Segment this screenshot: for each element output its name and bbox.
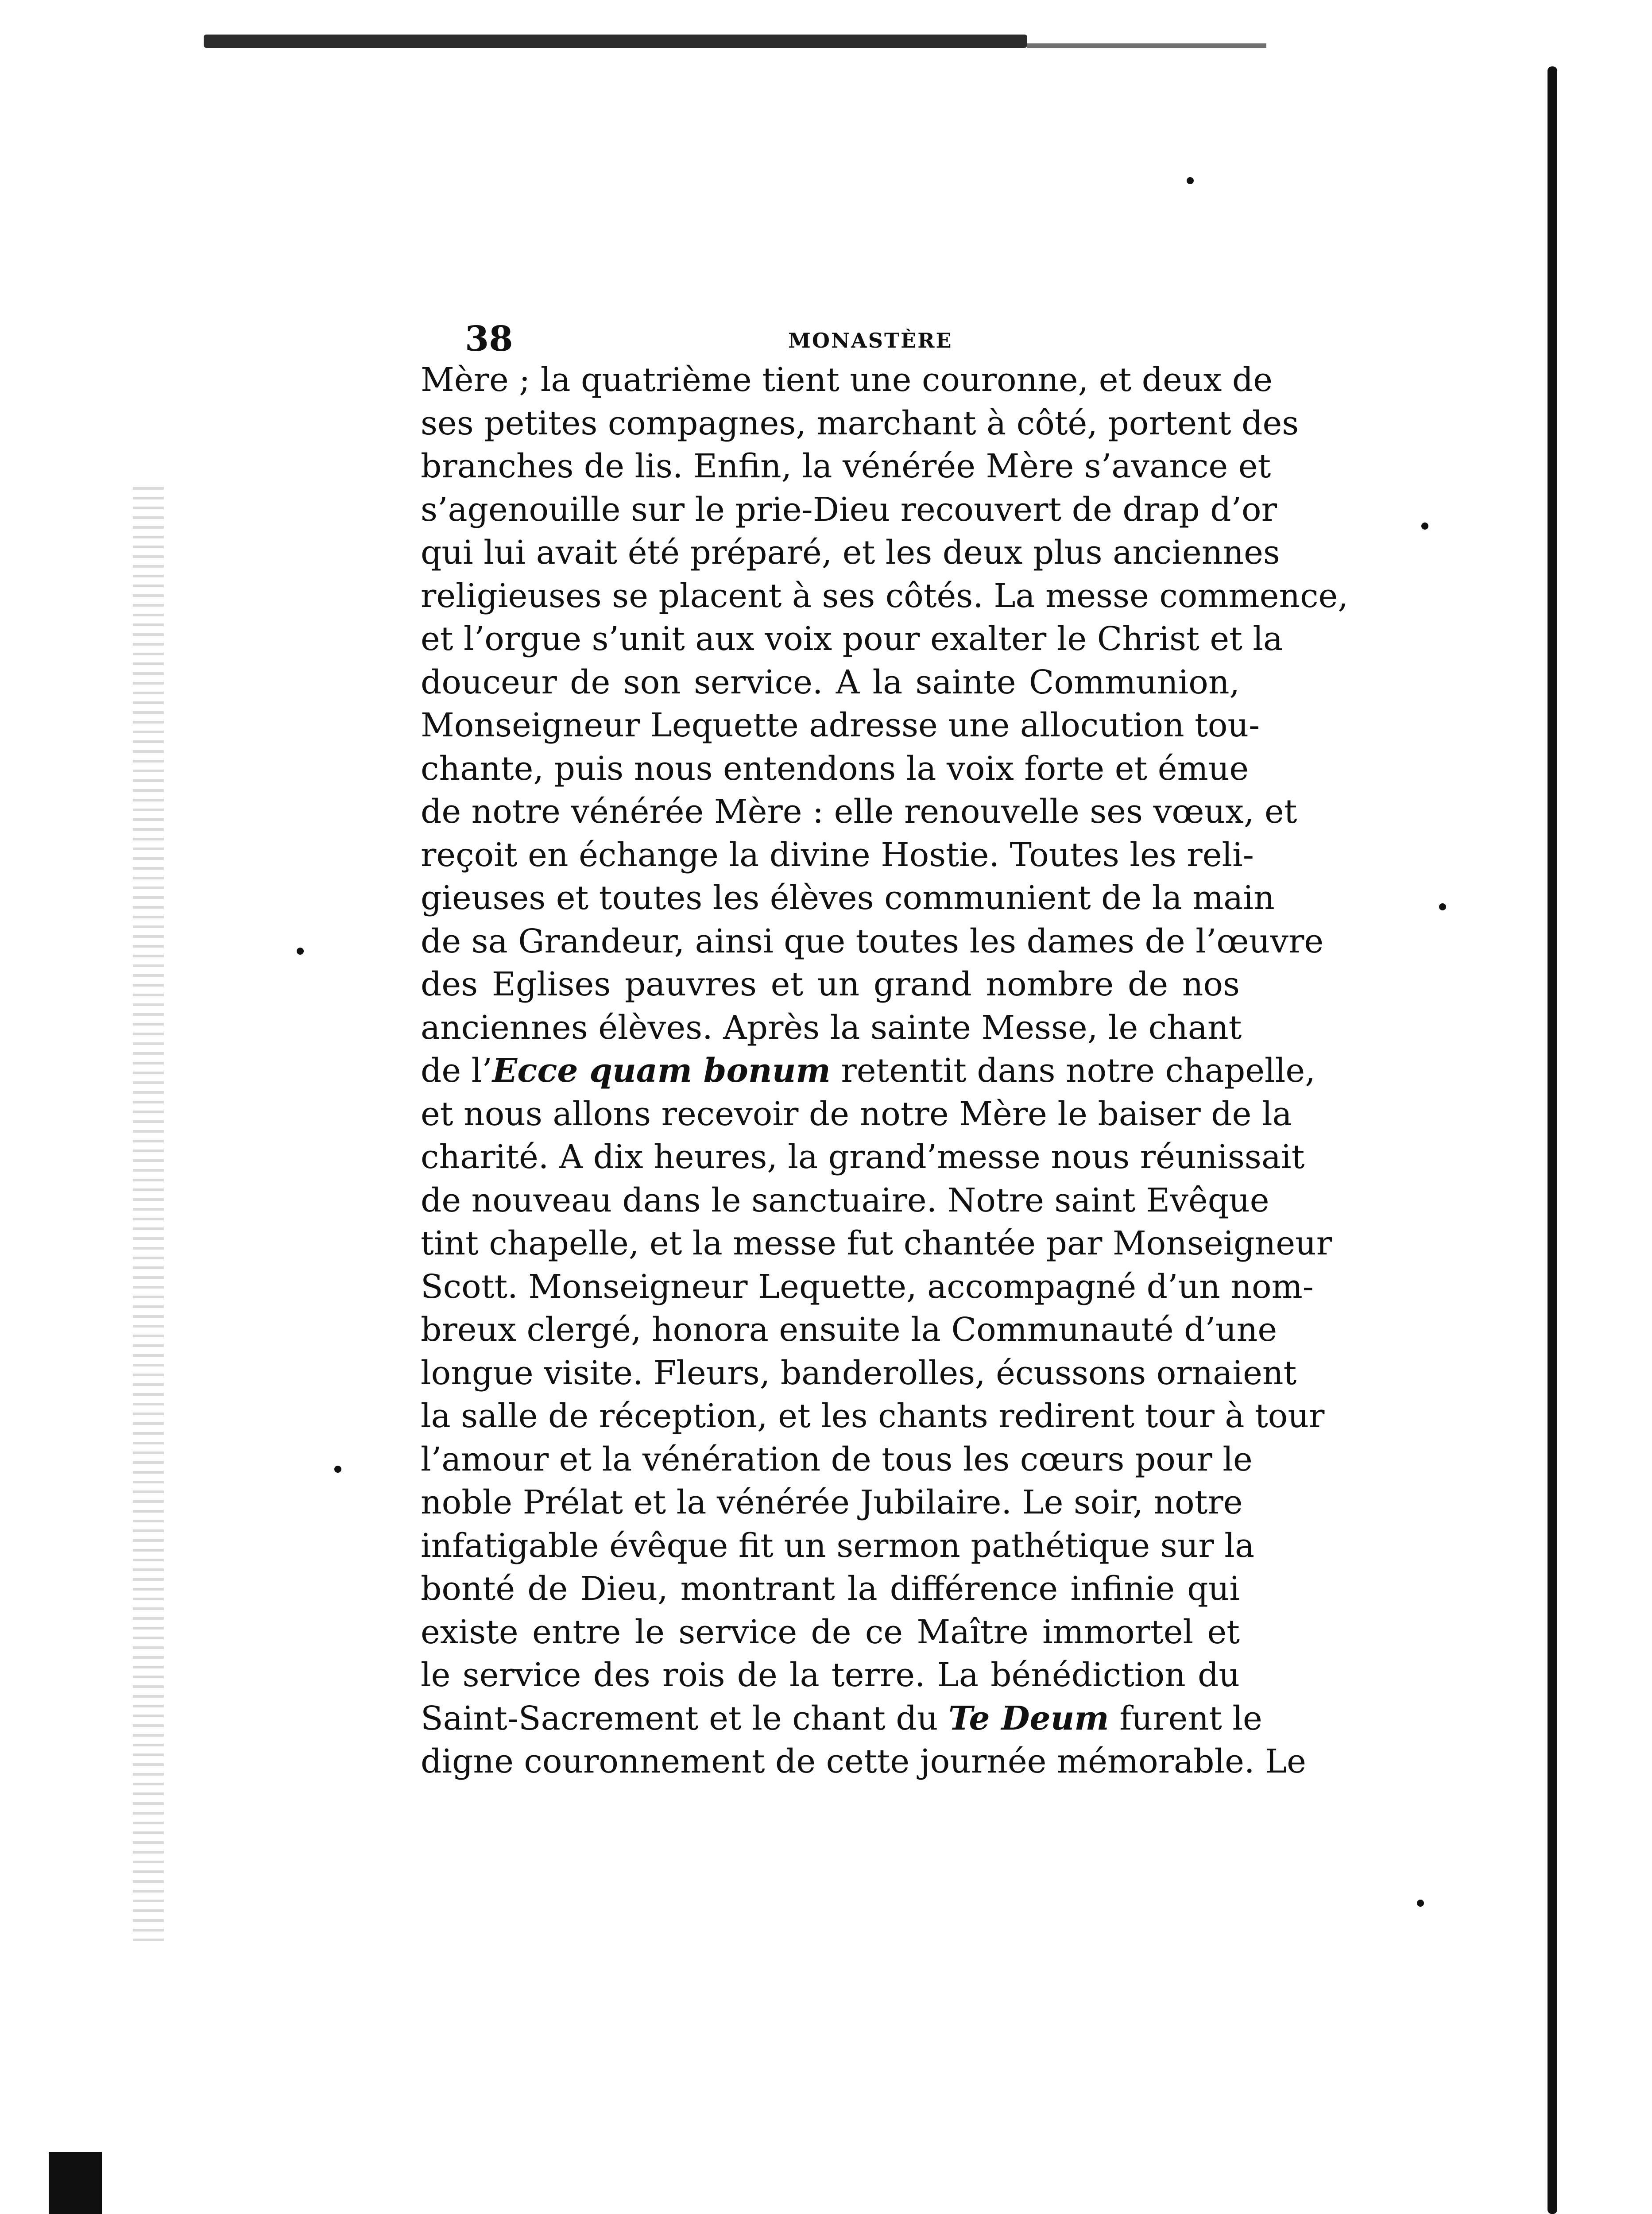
text-line: de sa Grandeur, ainsi que toutes les dames de l’œuvre bbox=[421, 922, 1324, 960]
text-segment: de l’ bbox=[421, 1052, 492, 1090]
text-line: des Eglises pauvres et un grand nombre de nos bbox=[421, 965, 1240, 1003]
scan-top-border-faint bbox=[1027, 43, 1266, 48]
text-segment: Saint-Sacrement et le chant du bbox=[421, 1699, 948, 1738]
text-segment: furent le bbox=[1109, 1699, 1262, 1738]
text-line: douceur de son service. A la sainte Communion, bbox=[421, 663, 1240, 701]
text-line: reçoit en échange la divine Hostie. Toutes les reli- bbox=[421, 836, 1254, 874]
text-line: existe entre le service de ce Maître immortel et bbox=[421, 1613, 1240, 1651]
text-line: le service des rois de la terre. La bénédiction du bbox=[421, 1656, 1240, 1694]
text-line: branches de lis. Enfin, la vénérée Mère s’avance et bbox=[421, 447, 1271, 485]
text-line: chante, puis nous entendons la voix forte et émue bbox=[421, 749, 1249, 788]
scan-left-corner-block bbox=[49, 2152, 102, 2214]
body-text bbox=[421, 359, 1348, 1784]
text-line: infatigable évêque fit un sermon pathétique sur la bbox=[421, 1526, 1255, 1565]
text-line: l’amour et la vénération de tous les cœurs pour le bbox=[421, 1440, 1253, 1479]
text-line: Mère ; la quatrième tient une couronne, et deux de bbox=[421, 361, 1273, 399]
text-line: s’agenouille sur le prie-Dieu recouvert de drap d’or bbox=[421, 490, 1277, 529]
italic-title: Te Deum bbox=[948, 1699, 1109, 1738]
text-line bbox=[421, 1697, 1262, 1741]
text-line: longue visite. Fleurs, banderolles, écussons ornaient bbox=[421, 1354, 1297, 1392]
text-line: charité. A dix heures, la grand’messe nous réunissait bbox=[421, 1138, 1305, 1176]
page-header bbox=[465, 319, 1226, 359]
text-segment: retentit dans notre chapelle, bbox=[830, 1052, 1315, 1090]
scan-right-edge bbox=[1548, 66, 1557, 2214]
text-line: et l’orgue s’unit aux voix pour exalter le Christ et la bbox=[421, 620, 1283, 658]
text-line: bonté de Dieu, montrant la différence infinie qui bbox=[421, 1570, 1240, 1608]
text-line: de nouveau dans le sanctuaire. Notre saint Evêque bbox=[421, 1181, 1269, 1219]
scan-speck bbox=[1417, 1900, 1424, 1907]
text-line: qui lui avait été préparé, et les deux plus anciennes bbox=[421, 534, 1280, 572]
text-line: breux clergé, honora ensuite la Communauté d’une bbox=[421, 1311, 1277, 1349]
text-line: la salle de réception, et les chants redirent tour à tour bbox=[421, 1397, 1325, 1435]
text-line: noble Prélat et la vénérée Jubilaire. Le soir, notre bbox=[421, 1483, 1243, 1521]
scan-speck bbox=[1439, 903, 1446, 910]
running-head: MONASTÈRE bbox=[788, 329, 953, 352]
text-line: digne couronnement de cette journée mémorable. Le bbox=[421, 1742, 1306, 1780]
scan-speck bbox=[297, 948, 304, 955]
text-line bbox=[421, 1049, 1315, 1093]
scan-speck bbox=[1421, 523, 1428, 530]
scan-top-border bbox=[204, 35, 1027, 48]
scan-left-edge bbox=[133, 487, 164, 1948]
scan-speck bbox=[334, 1466, 341, 1473]
text-line: anciennes élèves. Après la sainte Messe, le chant bbox=[421, 1008, 1242, 1047]
text-line: et nous allons recevoir de notre Mère le baiser de la bbox=[421, 1095, 1292, 1133]
text-line: ses petites compagnes, marchant à côté, portent des bbox=[421, 404, 1299, 442]
italic-title: Ecce quam bonum bbox=[492, 1052, 831, 1090]
scan-speck bbox=[1187, 177, 1194, 184]
text-line: de notre vénérée Mère : elle renouvelle ses vœux, et bbox=[421, 793, 1297, 831]
text-line: tint chapelle, et la messe fut chantée par Monseigneur bbox=[421, 1224, 1332, 1262]
text-line: religieuses se placent à ses côtés. La messe commence, bbox=[421, 577, 1348, 615]
page-number: 38 bbox=[465, 319, 513, 359]
text-line: Scott. Monseigneur Lequette, accompagné d’un nom- bbox=[421, 1267, 1314, 1306]
text-line: Monseigneur Lequette adresse une allocution tou- bbox=[421, 706, 1260, 744]
text-line: gieuses et toutes les élèves communient de la main bbox=[421, 879, 1275, 917]
